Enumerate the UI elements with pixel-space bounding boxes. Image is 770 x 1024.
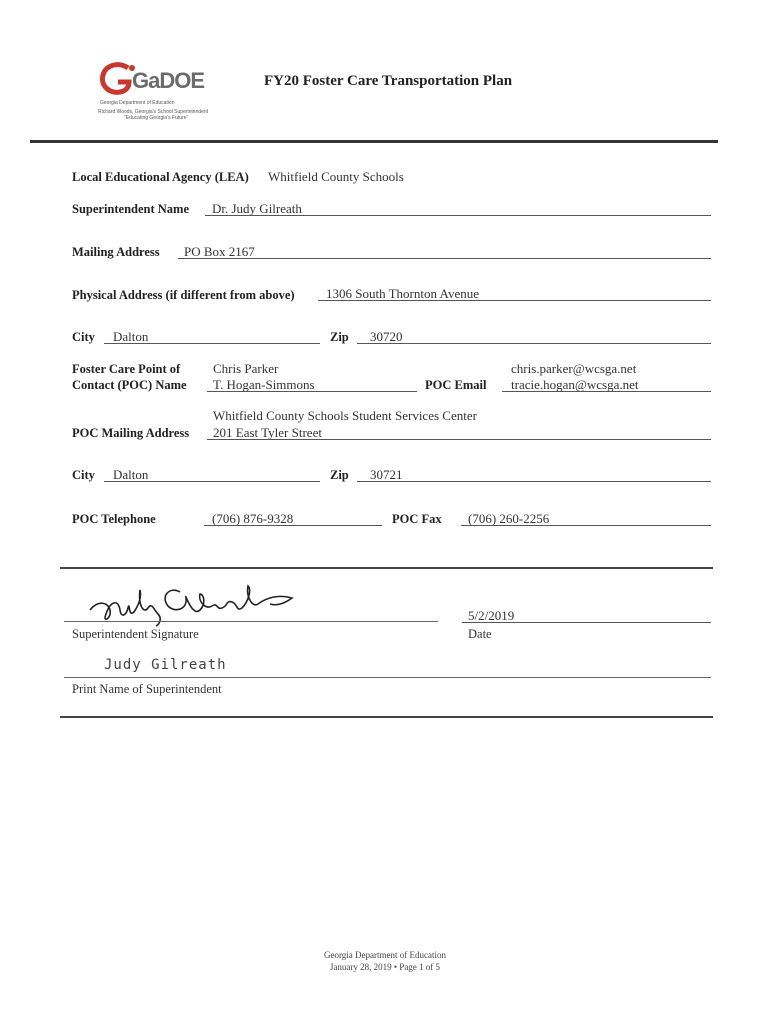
phone-value: (706) 876-9328 [212,511,294,526]
city2-label: City [72,468,95,482]
poc-mailing-line1: Whitfield County Schools Student Services Center [213,408,477,423]
poc-label-line1: Foster Care Point of [72,362,181,376]
city2-value: Dalton [113,467,149,482]
date-underline [462,622,711,623]
poc-email1: chris.parker@wcsga.net [511,361,637,376]
superintendent-value: Dr. Judy Gilreath [212,201,302,216]
footer-page: January 28, 2019 • Page 1 of 5 [329,962,441,972]
zip1-value: 30720 [370,329,403,344]
superintendent-label: Superintendent Name [72,202,190,216]
poc-email-label: POC Email [425,378,487,392]
phone-underline [204,525,382,526]
fax-underline [461,525,711,526]
poc-name-underline [207,391,417,392]
city1-label: City [72,330,95,344]
poc-label-line2: Contact (POC) Name [72,378,187,392]
footer-org: Georgia Department of Education [323,950,447,960]
logo-line3: "Educating Georgia's Future" [124,115,189,121]
signature-date: 5/2/2019 [468,608,515,623]
logo-line2: Richard Woods, Georgia's School Superintendent [98,109,209,115]
poc-name2: T. Hogan-Simmons [213,377,315,392]
lea-value: Whitfield County Schools [268,169,404,184]
zip2-label: Zip [330,468,349,482]
physical-value: 1306 South Thornton Avenue [326,286,479,301]
logo-word: GaDOE [132,68,205,93]
print-name-underline [64,677,711,678]
physical-underline [318,300,711,301]
fax-label: POC Fax [392,512,442,526]
physical-label: Physical Address (if different from above) [72,288,295,302]
poc-name1: Chris Parker [213,361,279,376]
logo-line1: Georgia Department of Education [100,100,175,106]
header-divider [30,140,718,143]
printed-name: Judy Gilreath [104,657,227,673]
fax-value: (706) 260-2256 [468,511,550,526]
poc-mailing-line2: 201 East Tyler Street [213,425,322,440]
signature-underline [64,621,438,622]
signature-label: Superintendent Signature [72,627,199,641]
date-label: Date [468,627,492,641]
signature-bottom-rule [60,716,713,718]
city1-underline [104,343,320,344]
poc-mailing-label: POC Mailing Address [72,426,190,440]
phone-label: POC Telephone [72,512,156,526]
zip2-value: 30721 [370,467,403,482]
print-name-label: Print Name of Superintendent [72,682,222,696]
mailing-underline [178,258,711,259]
handwritten-signature-icon [88,580,328,630]
mailing-value: PO Box 2167 [184,244,255,259]
poc-email-underline [502,391,711,392]
lea-label: Local Educational Agency (LEA) [72,170,249,184]
gadoe-logo [98,62,223,122]
zip1-label: Zip [330,330,349,344]
superintendent-underline [205,215,711,216]
poc-mailing-underline [207,439,711,440]
city2-underline [104,481,320,482]
poc-email2: tracie.hogan@wcsga.net [511,377,639,392]
zip1-underline [357,343,711,344]
page-title: FY20 Foster Care Transportation Plan [264,73,513,89]
zip2-underline [357,481,711,482]
mailing-label: Mailing Address [72,245,160,259]
signature-top-rule [60,567,713,569]
city1-value: Dalton [113,329,149,344]
